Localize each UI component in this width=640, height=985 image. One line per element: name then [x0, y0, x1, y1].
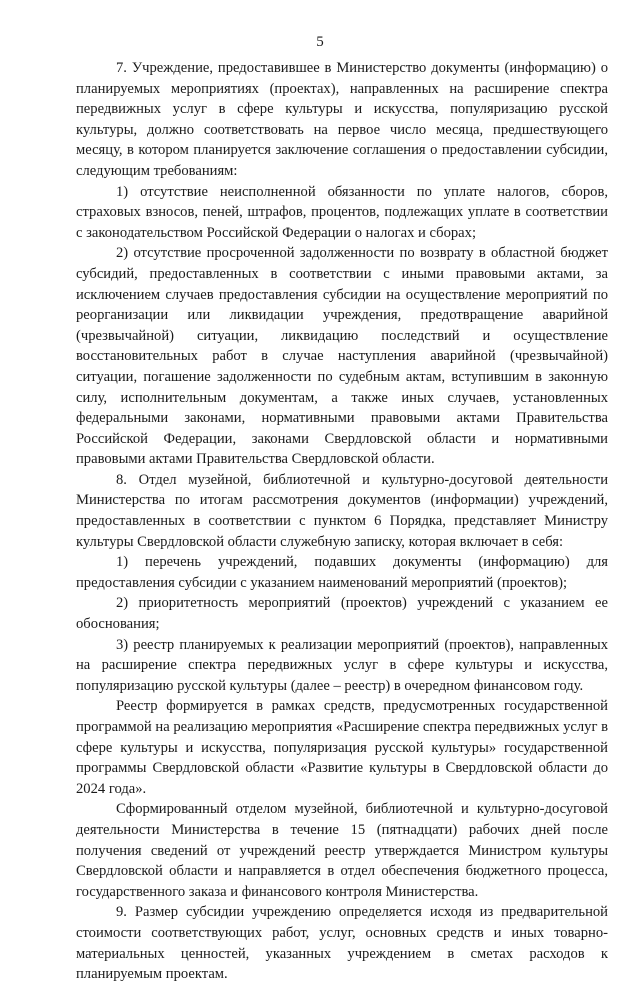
paragraph-7-item-2: 2) отсутствие просроченной задолженности по возврату в областной бюджет субсидий, предоставленных в соответствии с иными правовыми актами, за исключением случаев предоставления субсидии на осуществление мероприятий по реорганизации или ликвидации учреждения, предотвращение аварийной (чрезвычайной) ситуации, ликвидацию последствий и осуществление восстановительных работ в случае наступления аварийной (чрезвычайной) ситуации, погашение задолженности по судебным актам, вступившим в законную силу, исполнительным документам, а также иных случаев, установленных федеральными законами, нормативными правовыми актами Правительства Российской Федерации, законами Свердловской области и нормативными правовыми актами Правительства Свердловской области. [76, 245, 608, 468]
document-body [76, 58, 608, 985]
registry-approval-paragraph: Сформированный отделом музейной, библиотечной и культурно-досуговой деятельности Министерства в течение 15 (пятнадцати) рабочих дней после получения сведений от учреждений реестр утверждается Министром культуры Свердловской области и направляется в отдел обеспечения бюджетного процесса, государственного заказа и финансового контроля Министерства. [76, 801, 608, 900]
paragraph-8-item-3: 3) реестр планируемых к реализации мероприятий (проектов), направленных на расширение спектра передвижных услуг в сфере культуры и искусства, популяризацию русской культуры (далее – реестр) в очередном финансовом году. [76, 636, 608, 694]
paragraph-8: 8. Отдел музейной, библиотечной и культурно-досуговой деятельности Министерства по итогам рассмотрения документов (информации) учреждений, предоставленных в соответствии с пунктом 6 Порядка, представляет Министру культуры Свердловской области служебную записку, которая включает в себя: [76, 471, 608, 550]
paragraph-7-item-1: 1) отсутствие неисполненной обязанности по уплате налогов, сборов, страховых взносов, пеней, штрафов, процентов, подлежащих уплате в соответствии с законодательством Российской Федерации о налогах и сборах; [76, 183, 608, 241]
paragraph-9: 9. Размер субсидии учреждению определяется исходя из предварительной стоимости соответствующих работ, услуг, основных средств и иных товарно-материальных ценностей, указанных учреждением в сметах расходов к планируемым проектам. [76, 904, 608, 983]
paragraph-8-item-2: 2) приоритетность мероприятий (проектов) учреждений с указанием ее обоснования; [76, 595, 608, 633]
paragraph-7: 7. Учреждение, предоставившее в Министерство документы (информацию) о планируемых мероприятиях (проектах), направленных на расширение спектра передвижных услуг в сфере культуры и искусства, популяризацию русской культуры, должно соответствовать на первое число месяца, предшествующего месяцу, в котором планируется заключение соглашения о предоставлении субсидии, следующим требованиям: [76, 60, 608, 179]
paragraph-8-item-1: 1) перечень учреждений, подавших документы (информацию) для предоставления субсидии с указанием наименований мероприятий (проектов); [76, 554, 608, 591]
page-number: 5 [316, 34, 324, 50]
registry-paragraph: Реестр формируется в рамках средств, предусмотренных государственной программой на реализацию мероприятия «Расширение спектра передвижных услуг в сфере культуры и искусства, популяризация русской культуры» государственной программы Свердловской области «Развитие культуры в Свердловской области до 2024 года». [76, 698, 608, 797]
